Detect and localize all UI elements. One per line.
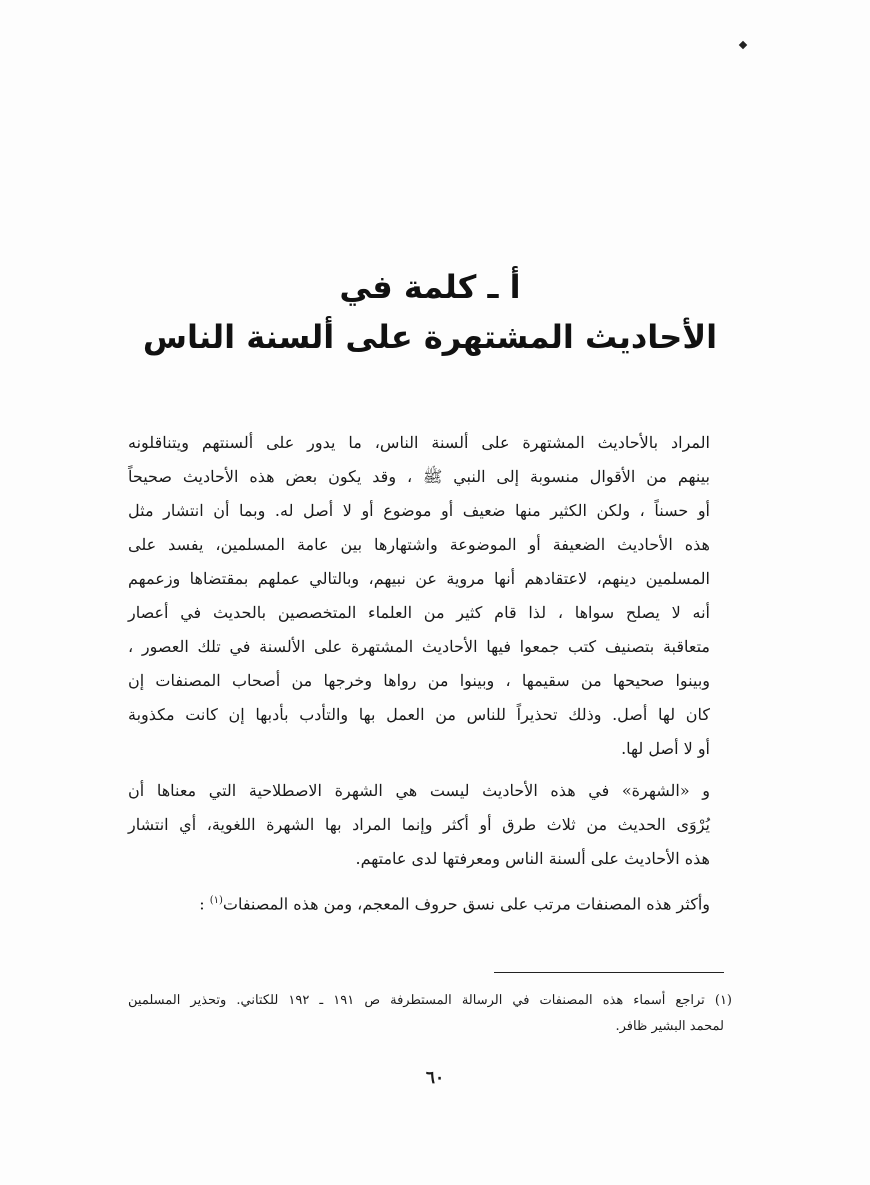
chapter-title-line-1: أ ـ كلمة في — [339, 268, 521, 306]
text-line: هذه الأحاديث على ألسنة الناس ومعرفتها لدى عامتهم. — [355, 849, 710, 868]
footnote-divider — [494, 972, 724, 973]
footnote-reference[interactable]: (١) — [209, 895, 223, 906]
text-line: أنه لا يصلح سواها ، لذا قام كثير من العلماء المتخصصين بالحديث في أعصار — [128, 603, 710, 622]
corner-dot-mark — [739, 41, 747, 49]
text-line: كان لها أصل. وذلك تحذيراً للناس من العمل بها والتأدب بأدبها إن كانت مكذوبة — [128, 705, 710, 724]
text-line: هذه الأحاديث الضعيفة أو الموضوعة واشتهارها بين عامة المسلمين، يفسد على — [128, 535, 710, 554]
paragraph-3 — [128, 884, 732, 921]
paragraph-1 — [128, 426, 732, 766]
text-line: وبينوا صحيحها من سقيمها ، وبينوا من رواها وخرجها من أصحاب المصنفات إن — [128, 671, 710, 690]
text-line: يُرْوَى الحديث من ثلاث طرق أو أكثر وإنما المراد بها الشهرة اللغوية، أي انتشار — [128, 815, 710, 834]
text-line: و «الشهرة» في هذه الأحاديث ليست هي الشهرة الاصطلاحية التي معناها أن — [128, 781, 710, 800]
text-segment: وأكثر هذه المصنفات مرتب على نسق حروف المعجم، ومن هذه المصنفات — [222, 894, 710, 914]
paragraph-2 — [128, 774, 732, 876]
text-line: المراد بالأحاديث المشتهرة على ألسنة الناس، ما يدور على ألسنتهم ويتناقلونه — [128, 433, 710, 452]
text-line: المسلمين دينهم، لاعتقادهم أنها مروية عن نبيهم، وبالتالي عملهم بمقتضاها وزعمهم — [128, 569, 710, 588]
text-line: أو لا أصل لها. — [621, 739, 710, 758]
text-line — [128, 884, 732, 921]
footnote-line-1: (١) تراجع أسماء هذه المصنفات في الرسالة المستطرفة ص ١٩١ ـ ١٩٢ للكتاني. وتحذير المسلمين — [128, 993, 732, 1008]
footnote — [128, 988, 732, 1040]
text-line: بينهم من الأقوال منسوبة إلى النبي ﷺ ، وقد يكون بعض هذه الأحاديث صحيحاً — [128, 467, 710, 486]
text-line: متعاقبة بتصنيف كتب جمعوا فيها الأحاديث المشتهرة على الألسنة في تلك العصور ، — [128, 637, 710, 656]
footnote-line-2: لمحمد البشير ظافر. — [615, 1019, 724, 1034]
chapter-title — [120, 262, 740, 362]
text-segment: : — [199, 894, 210, 914]
chapter-title-line-2: الأحاديث المشتهرة على ألسنة الناس — [142, 318, 718, 356]
text-line: أو حسناً ، ولكن الكثير منها ضعيف أو موضوع أو لا أصل له. وبما أن انتشار مثل — [128, 501, 710, 520]
page-number: ٦٠ — [425, 1068, 445, 1088]
body-text — [128, 426, 732, 921]
